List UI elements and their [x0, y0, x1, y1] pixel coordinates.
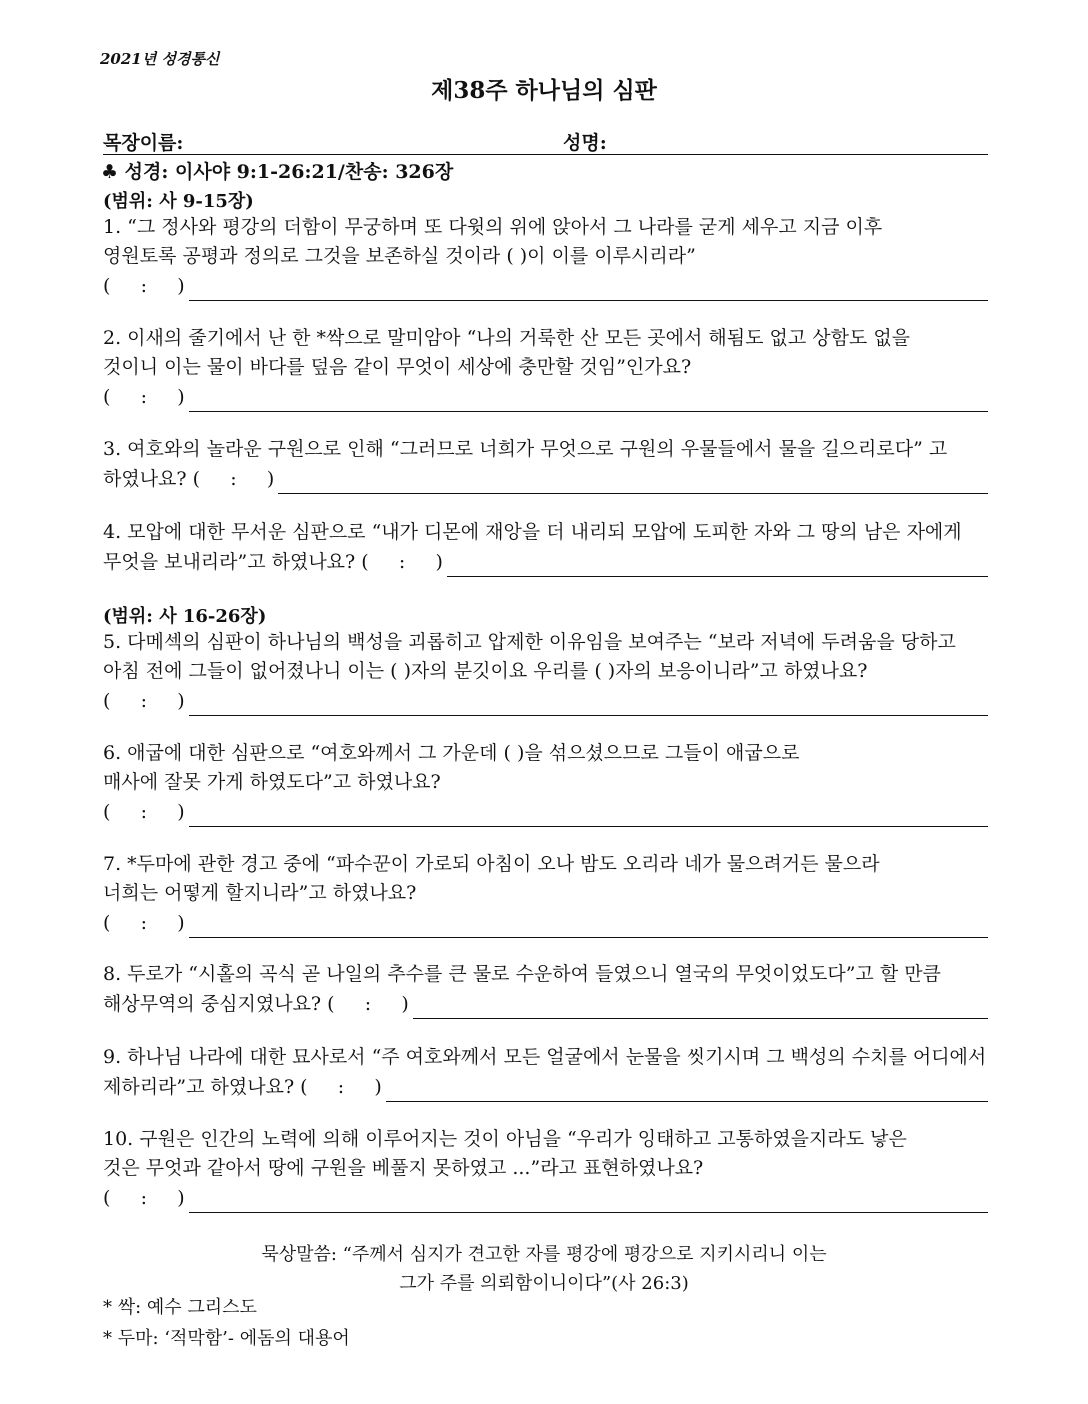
question-text: 7. *두마에 관한 경고 중에 “파수꾼이 가로되 아침이 오나 밤도 오리라 네가 물으려거든 물으라	[103, 853, 880, 875]
scripture-text: 성경: 이사야 9:1-26:21/찬송: 326장	[124, 161, 454, 183]
verse-ref-blank: ( : )	[103, 690, 185, 712]
verse-ref-blank: ( : )	[103, 912, 185, 934]
answer-row	[103, 686, 988, 716]
verse-ref-blank: ( : )	[103, 275, 185, 297]
question-text: 1. “그 정사와 평강의 더함이 무궁하며 또 다윗의 위에 앉아서 그 나라를 굳게 세우고 지금 이후	[103, 216, 883, 238]
question-6	[103, 739, 988, 827]
answer-row	[103, 382, 988, 412]
question-text: 아침 전에 그들이 없어졌나니 이는 ( )자의 분깃이요 우리를 ( )자의 보응이니라”고 하였나요?	[103, 660, 868, 682]
memory-verse-line: 묵상말씀: “주께서 심지가 견고한 자를 평강에 평강으로 지키시리니 이는	[261, 1244, 827, 1265]
club-icon: ♣	[101, 161, 119, 183]
answer-line[interactable]	[413, 998, 988, 1019]
person-name-label: 성명:	[563, 132, 607, 154]
question-10	[103, 1125, 988, 1213]
question-text: 8. 두로가 “시홀의 곡식 곧 나일의 추수를 큰 물로 수운하여 들였으니 열국의 무엇이었도다”고 할 만큼	[103, 963, 941, 985]
footnote: * 싹: 예수 그리스도	[103, 1297, 257, 1318]
answer-row	[103, 797, 988, 827]
question-text: 4. 모압에 대한 무서운 심판으로 “내가 디몬에 재앙을 더 내리되 모압에 도피한 자와 그 땅의 남은 자에게	[103, 521, 962, 543]
answer-line[interactable]	[189, 917, 988, 938]
question-text: 무엇을 보내리라”고 하였나요?	[103, 551, 362, 573]
question-5	[103, 628, 988, 716]
question-4	[103, 518, 988, 577]
verse-ref-blank: ( : )	[327, 993, 409, 1015]
answer-row	[103, 271, 988, 301]
name-fill-row	[103, 128, 988, 155]
question-7	[103, 850, 988, 938]
answer-line[interactable]	[447, 556, 988, 577]
question-8	[103, 960, 988, 1019]
answer-line[interactable]	[278, 473, 988, 494]
question-9	[103, 1043, 988, 1102]
question-text: 영원토록 공평과 정의로 그것을 보존하실 것이라 ( )이 이를 이루시리라”	[103, 245, 696, 267]
answer-row	[103, 1072, 988, 1102]
range-label: (범위: 사 9-15장)	[103, 191, 254, 212]
question-text: 3. 여호와의 놀라운 구원으로 인해 “그러므로 너희가 무엇으로 구원의 우물들에서 물을 길으리로다” 고	[103, 438, 948, 460]
answer-line[interactable]	[189, 1192, 988, 1213]
answer-row	[103, 464, 988, 494]
question-text: 2. 이새의 줄기에서 난 한 *싹으로 말미암아 “나의 거룩한 산 모든 곳에서 해됨도 없고 상함도 없을	[103, 327, 911, 349]
question-text: 매사에 잘못 가게 하였도다”고 하였나요?	[103, 771, 441, 793]
answer-line[interactable]	[189, 280, 988, 301]
question-text: 해상무역의 중심지였나요?	[103, 993, 328, 1015]
question-2	[103, 324, 988, 412]
memory-verse	[0, 1240, 1088, 1298]
verse-ref-blank: ( : )	[361, 551, 443, 573]
question-text: 것이니 이는 물이 바다를 덮음 같이 무엇이 세상에 충만할 것임”인가요?	[103, 356, 692, 378]
question-text: 너희는 어떻게 할지니라”고 하였나요?	[103, 882, 417, 904]
answer-line[interactable]	[189, 806, 988, 827]
answer-row	[103, 989, 988, 1019]
question-3	[103, 435, 988, 494]
verse-ref-blank: ( : )	[103, 1187, 185, 1209]
answer-row	[103, 908, 988, 938]
question-text: 5. 다메섹의 심판이 하나님의 백성을 괴롭히고 압제한 이유임을 보여주는 “보라 저녁에 두려움을 당하고	[103, 631, 956, 653]
answer-row	[103, 1183, 988, 1213]
question-text: 제하리라”고 하였나요?	[103, 1076, 301, 1098]
verse-ref-blank: ( : )	[192, 468, 275, 490]
question-text: 것은 무엇과 같아서 땅에 구원을 베풀지 못하였고 ...”라고 표현하였나요?	[103, 1157, 704, 1179]
page-title: 제38주 하나님의 심판	[431, 77, 657, 104]
year-label: 2021년 성경통신	[100, 50, 220, 68]
question-text: 9. 하나님 나라에 대한 묘사로서 “주 여호와께서 모든 얼굴에서 눈물을 씻기시며 그 백성의 수치를 어디에서	[103, 1046, 987, 1068]
verse-ref-blank: ( : )	[300, 1076, 382, 1098]
question-text: 6. 애굽에 대한 심판으로 “여호와께서 그 가운데 ( )을 섞으셨으므로 그들이 애굽으로	[103, 742, 800, 764]
range-label: (범위: 사 16-26장)	[103, 606, 267, 627]
verse-ref-blank: ( : )	[103, 801, 185, 823]
answer-line[interactable]	[386, 1081, 988, 1102]
verse-ref-blank: ( : )	[103, 386, 185, 408]
question-text: 하였나요?	[103, 468, 193, 490]
question-text: 10. 구원은 인간의 노력에 의해 이루어지는 것이 아님을 “우리가 잉태하고 고통하였을지라도 낳은	[103, 1128, 907, 1150]
memory-verse-line: 그가 주를 의뢰함이니이다”(사 26:3)	[399, 1273, 689, 1294]
answer-row	[103, 547, 988, 577]
footnote: * 두마: ‘적막함’- 에돔의 대용어	[103, 1328, 350, 1349]
answer-line[interactable]	[189, 695, 988, 716]
group-name-label: 목장이름:	[103, 132, 184, 154]
scripture-line	[101, 157, 453, 184]
question-1	[103, 213, 988, 301]
answer-line[interactable]	[189, 391, 988, 412]
